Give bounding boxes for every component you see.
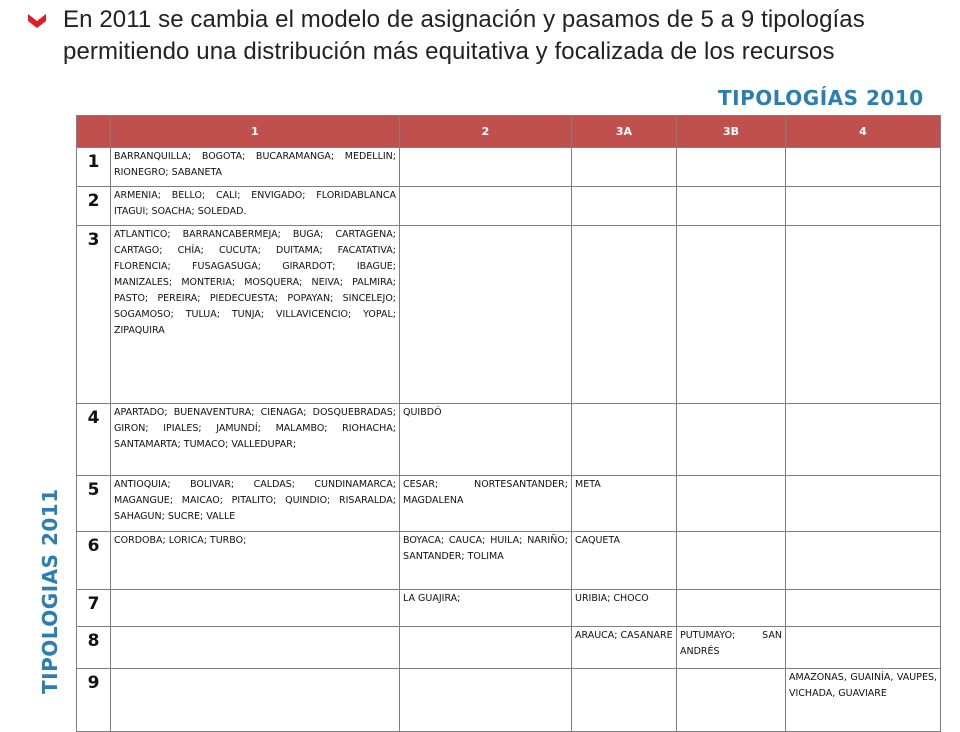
table-cell (111, 669, 400, 732)
table-cell (677, 669, 786, 732)
table-cell (400, 627, 572, 669)
table-header-row (77, 116, 941, 148)
table-cell (786, 226, 941, 404)
table-cell (572, 669, 677, 732)
row-number: 5 (77, 476, 111, 532)
table-cell (572, 187, 677, 226)
table-row (77, 627, 941, 669)
table-cell (677, 226, 786, 404)
table-cell (786, 532, 941, 590)
table-cell (786, 404, 941, 476)
table-cell: META (572, 476, 677, 532)
tipologias-table (76, 115, 941, 732)
table-cell: BARRANQUILLA; BOGOTA; BUCARAMANGA; MEDELLIN; RIONEGRO; SABANETA (111, 148, 400, 187)
table-cell: QUIBDÓ (400, 404, 572, 476)
table-row (77, 187, 941, 226)
row-number: 6 (77, 532, 111, 590)
table-row (77, 532, 941, 590)
table-row (77, 476, 941, 532)
column-header: 1 (111, 116, 400, 148)
table-cell: AMAZONAS, GUAINÍA, VAUPES, VICHADA, GUAVIARE (786, 669, 941, 732)
table-cell: URIBIA; CHOCO (572, 590, 677, 627)
table-cell (400, 148, 572, 187)
table-row (77, 148, 941, 187)
table-cell (400, 187, 572, 226)
table-cell (786, 627, 941, 669)
row-number: 9 (77, 669, 111, 732)
table-cell: BOYACA; CAUCA; HUILA; NARIÑO; SANTANDER; TOLIMA (400, 532, 572, 590)
table-cell: ARMENIA; BELLO; CALI; ENVIGADO; FLORIDABLANCA ITAGUI; SOACHA; SOLEDAD. (111, 187, 400, 226)
table-cell: CAQUETA (572, 532, 677, 590)
table-cell (677, 532, 786, 590)
table-cell (677, 148, 786, 187)
table-cell: APARTADO; BUENAVENTURA; CIENAGA; DOSQUEBRADAS; GIRON; IPIALES; JAMUNDÍ; MALAMBO; RIOHACHA; SANTAMARTA; TUMACO; VALLEDUPAR; (111, 404, 400, 476)
row-number: 3 (77, 226, 111, 404)
table-cell: ARAUCA; CASANARE (572, 627, 677, 669)
table-cell (572, 148, 677, 187)
row-number: 1 (77, 148, 111, 187)
table-row (77, 404, 941, 476)
column-header: 3A (572, 116, 677, 148)
table-cell (677, 476, 786, 532)
chevron-bullet-icon (28, 12, 46, 28)
table-cell (400, 226, 572, 404)
table-row (77, 590, 941, 627)
table-cell (786, 590, 941, 627)
table-cell: LA GUAJIRA; (400, 590, 572, 627)
table-cell (786, 476, 941, 532)
column-header: 4 (786, 116, 941, 148)
table-cell (786, 148, 941, 187)
row-number: 4 (77, 404, 111, 476)
table-cell: ATLANTICO; BARRANCABERMEJA; BUGA; CARTAGENA; CARTAGO; CHÍA; CUCUTA; DUITAMA; FACATATIVA; FLORENCIA; FUSAGASUGA; GIRARDOT; IBAGUE; MANIZALES; MONTERIA; MOSQUERA; NEIVA; PALMIRA; PASTO; PEREIRA; PIEDECUESTA; POPAYAN; SINCELEJO; SOGAMOSO; TULUA; TUNJA; VILLAVICENCIO; YOPAL; ZIPAQUIRA (111, 226, 400, 404)
tipologias-2010-label: TIPOLOGÍAS 2010 (718, 86, 924, 110)
row-number: 2 (77, 187, 111, 226)
column-header: 3B (677, 116, 786, 148)
tipologias-2011-label: TIPOLOGIAS 2011 (38, 488, 62, 694)
table-cell: CORDOBA; LORICA; TURBO; (111, 532, 400, 590)
table-cell (786, 187, 941, 226)
table-row (77, 669, 941, 732)
row-number: 7 (77, 590, 111, 627)
row-number: 8 (77, 627, 111, 669)
corner-cell (77, 116, 111, 148)
column-header: 2 (400, 116, 572, 148)
table-cell: ANTIOQUIA; BOLIVAR; CALDAS; CUNDINAMARCA; MAGANGUE; MAICAO; PITALITO; QUINDIO; RISARALDA; SAHAGUN; SUCRE; VALLE (111, 476, 400, 532)
table-cell (677, 187, 786, 226)
table-cell (677, 404, 786, 476)
table-cell (572, 404, 677, 476)
table-cell (400, 669, 572, 732)
table-cell (111, 590, 400, 627)
page-heading: En 2011 se cambia el modelo de asignación y pasamos de 5 a 9 tipologías permitiendo una distribución más equitativa y focalizada de los recursos (63, 6, 865, 65)
table-cell: CESAR; NORTESANTANDER; MAGDALENA (400, 476, 572, 532)
table-cell (572, 226, 677, 404)
table-cell (677, 590, 786, 627)
table-row (77, 226, 941, 404)
table-cell: PUTUMAYO; SAN ANDRÉS (677, 627, 786, 669)
table-cell (111, 627, 400, 669)
